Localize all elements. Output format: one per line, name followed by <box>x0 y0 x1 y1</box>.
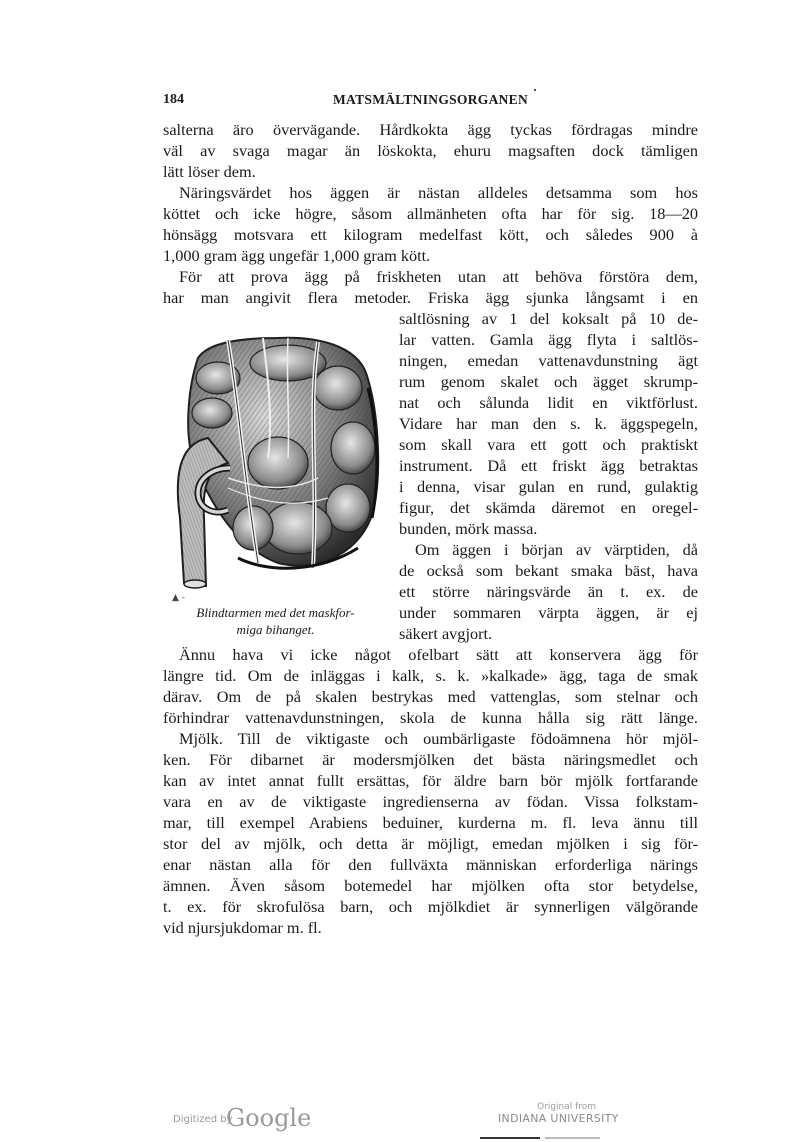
text-line: rum genom skalet och ägget skrump- <box>399 372 698 391</box>
cecum-illustration <box>168 318 384 598</box>
text-line: saltlösning av 1 del koksalt på 10 de- <box>399 309 698 328</box>
dust-speck <box>534 89 536 91</box>
text-line: ämnen. Även såsom botemedel har mjölken ofta stor betydelse, <box>163 876 698 895</box>
text-line: väl av svaga magar än löskokta, ehuru magsaften dock tämligen <box>163 141 698 160</box>
text-line: förhindrar vattenavdunstningen, skola de kunna hålla sig rätt länge. <box>163 708 698 727</box>
text-line: ett större näringsvärde än t. ex. de <box>399 582 698 601</box>
text-line: säkert avgjort. <box>399 624 493 643</box>
text-line: Mjölk. Till de viktigaste och oumbärligaste födoämnena hör mjöl- <box>179 729 698 748</box>
text-line: i denna, visar gulan en rund, gulaktig <box>399 477 698 496</box>
text-line: bunden, mörk massa. <box>399 519 538 538</box>
engraving-svg <box>168 318 384 598</box>
caption-line: miga bihanget. <box>236 622 315 637</box>
text-line: har man angivit flera metoder. Friska ägg sjunka långsamt i en <box>163 288 698 307</box>
text-line: ningen, emedan vattenavdunstning ägt <box>399 351 698 370</box>
text-line: vara en av de viktigaste ingredienserna av födan. Vissa folkstam- <box>163 792 698 811</box>
text-line: figur, det skämda däremot en oregel- <box>399 498 698 517</box>
text-line: därav. Om de på skalen bestrykas med vattenglas, som stelnar och <box>163 687 698 706</box>
text-line: salterna äro övervägande. Hårdkokta ägg tyckas fördragas mindre <box>163 120 698 139</box>
text-line: enar nästan alla för den fullväxta människan erforderliga närings <box>163 855 698 874</box>
text-line: köttet och icke högre, såsom allmänheten ofta har för sig. 18—20 <box>163 204 698 223</box>
text-line: Vidare har man den s. k. äggspegeln, <box>399 414 698 433</box>
text-line: mar, till exempel Arabiens beduiner, kurderna m. fl. leva ännu till <box>163 813 698 832</box>
text-line: t. ex. för skrofulösa barn, och mjölkdiet är synnerligen välgörande <box>163 897 698 916</box>
figure-caption <box>163 604 388 638</box>
original-from-label: Original from <box>537 1102 597 1112</box>
page-number: 184 <box>163 92 184 107</box>
caption-line: Blindtarmen med det maskfor- <box>196 605 355 620</box>
digitized-by-label: Digitized by <box>173 1114 233 1125</box>
running-title: MATSMÄLTNINGSORGANEN <box>333 92 529 107</box>
text-line: För att prova ägg på friskheten utan att behöva förstöra dem, <box>179 267 698 286</box>
text-line: Om äggen i början av värptiden, då <box>415 540 698 559</box>
text-line: hönsägg motsvara ett kilogram medelfast kött, och således 900 à <box>163 225 698 244</box>
text-line: 1,000 gram ägg ungefär 1,000 gram kött. <box>163 246 431 265</box>
page-header <box>163 92 698 112</box>
text-line: vid njursjukdomar m. fl. <box>163 918 322 937</box>
text-line: Ännu hava vi icke något ofelbart sätt att konservera ägg för <box>179 645 698 664</box>
text-line: under sommaren värpta äggen, är ej <box>399 603 698 622</box>
figure-marker: ▲ - <box>172 593 186 603</box>
text-line: lätt löser dem. <box>163 162 256 181</box>
text-line: ken. För dibarnet är modersmjölken det bästa näringsmedlet och <box>163 750 698 769</box>
text-line: längre tid. Om de inläggas i kalk, s. k. »kalkade» ägg, taga de smak <box>163 666 698 685</box>
text-line: kan av intet annat fullt ersättas, för äldre barn bör mjölk fortfarande <box>163 771 698 790</box>
text-line: nat och sålunda lidit en viktförlust. <box>399 393 698 412</box>
institution-label: INDIANA UNIVERSITY <box>498 1112 619 1125</box>
text-line: de också som bekant smaka bäst, hava <box>399 561 698 580</box>
text-line: lar vatten. Gamla ägg flyta i saltlös- <box>399 330 698 349</box>
text-line: stor del av mjölk, och detta är möjligt, emedan mjölken i sig för- <box>163 834 698 853</box>
text-line: som skall vara ett gott och praktiskt <box>399 435 698 454</box>
text-line: instrument. Då ett friskt ägg betraktas <box>399 456 698 475</box>
google-logo: Google <box>226 1104 312 1132</box>
scan-footer <box>0 1102 786 1142</box>
text-line: Näringsvärdet hos äggen är nästan alldeles detsamma som hos <box>179 183 698 202</box>
